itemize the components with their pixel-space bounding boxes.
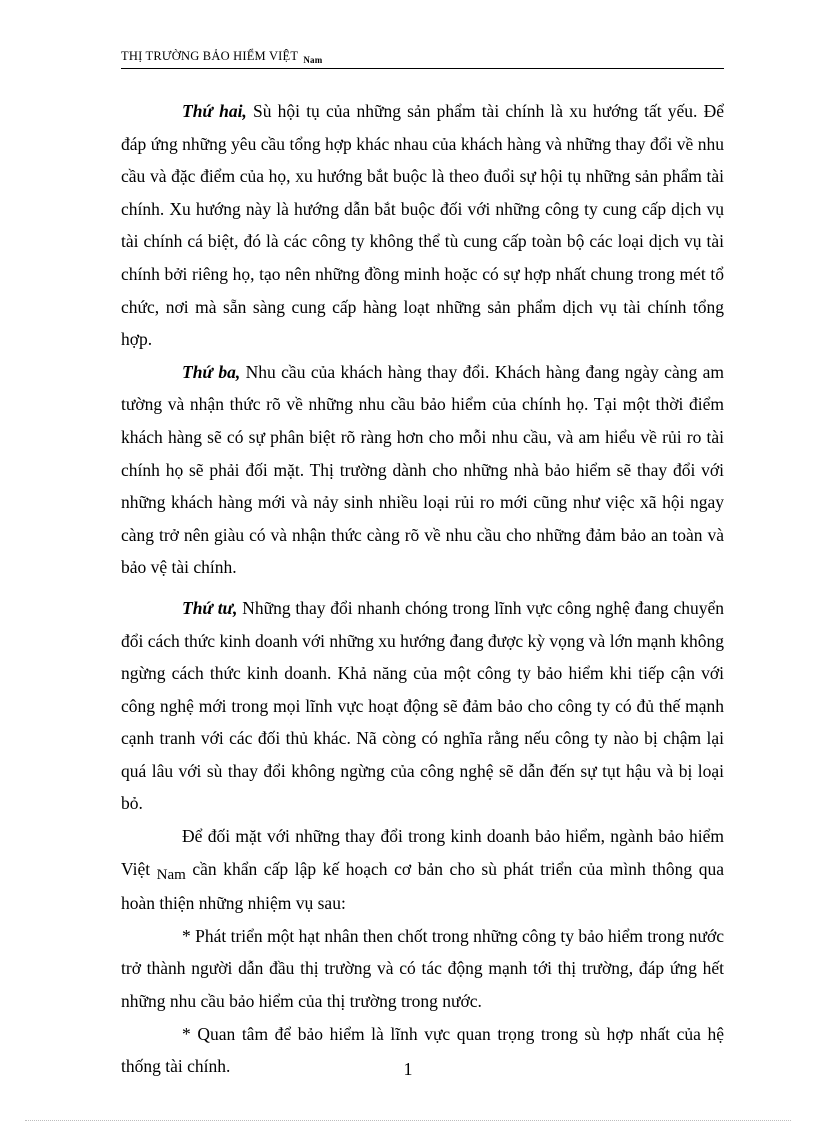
intro-text-before: Để đối mặt với những thay đổi trong kinh doanh bảo hiểm, ngành bảo hiểm Việt (121, 826, 724, 879)
paragraph-text: Những thay đổi nhanh chóng trong lĩnh vực công nghệ đang chuyển đổi cách thức kinh doanh với những xu hướng đang được kỳ vọng và lớn mạnh không ngừng cách thức kinh doanh. Khả năng của một công ty bảo hiểm khi tiếp cận với công nghệ mới trong mọi lĩnh vực hoạt động sẽ đảm bảo cho công ty có đủ thế mạnh cạnh tranh với các đối thủ khác. Nã còng có nghĩa rằng nếu công ty nào bị chậm lại quá lâu với sù thay đổi không ngừng của công nghệ sẽ dẫn đến sự tụt hậu và bị loại bỏ. (121, 597, 724, 814)
body-text (121, 95, 724, 1083)
paragraph-intro (121, 820, 724, 920)
page-number: 1 (403, 1059, 413, 1079)
intro-small-word: Nam (156, 866, 186, 883)
bullet-item: * Phát triển một hạt nhân then chốt trong những công ty bảo hiểm trong nước trở thành người dẫn đầu thị trường và có tác động mạnh tới thị trường, đáp ứng hết những nhu cầu bảo hiểm của thị trường trong nước. (121, 925, 724, 1012)
paragraph-text: Nhu cầu của khách hàng thay đổi. Khách hàng đang ngày càng am tường và nhận thức rõ về những nhu cầu bảo hiểm của chính họ. Tại một thời điểm khách hàng sẽ có sự phân biệt rõ ràng hơn cho mỗi nhu cầu, và am hiểu về rủi ro tài chính họ sẽ phải đối mặt. Thị trường dành cho những nhà bảo hiểm sẽ thay đổi với những khách hàng mới và nảy sinh nhiều loại rủi ro mới cũng như việc xã hội ngay càng trở nên giàu có và nhận thức càng rõ về nhu cầu cho những đảm bảo an toàn và bảo vệ tài chính. (121, 361, 724, 578)
paragraph-thu-tu (121, 592, 724, 820)
bullet-item: * Quan tâm để bảo hiểm là lĩnh vực quan trọng trong sù hợp nhất của hệ thống tài chính. (121, 1023, 724, 1077)
intro-text-after: cần khẩn cấp lập kế hoạch cơ bản cho sù phát triển của mình thông qua hoàn thiện những nhiệm vụ sau: (121, 858, 724, 914)
paragraph-thu-ba (121, 356, 724, 584)
paragraph-text: Sù hội tụ của những sản phẩm tài chính là xu hướng tất yếu. Để đáp ứng những yêu cầu tổng hợp khác nhau của khách hàng và những thay đổi về nhu cầu và đặc điểm của họ, xu hướng bắt buộc là theo đuổi sự hội tụ những sản phẩm tài chính. Xu hướng này là hướng dẫn bắt buộc đối với những công ty cung cấp dịch vụ tài chính cá biệt, đó là các công ty không thể tù cung cấp toàn bộ các loại dịch vụ tài chính bởi riêng họ, tạo nên những đồng minh hoặc có sự hợp nhất chung trong mét tổ chức, nơi mà sẵn sàng cung cấp hàng loạt những sản phẩm dịch vụ tài chính tổng hợp. (121, 101, 724, 350)
paragraph-lead: Thứ hai, (182, 101, 247, 121)
running-header (121, 49, 724, 69)
header-title: THỊ TRƯỜNG BẢO HIỂM VIỆT (121, 49, 298, 63)
paragraph-lead: Thứ ba, (182, 361, 241, 382)
paragraph-lead: Thứ tư, (182, 597, 238, 618)
header-title-suffix: Nam (303, 55, 323, 65)
page-bottom-divider (25, 1120, 791, 1121)
paragraph-thu-hai (121, 95, 724, 356)
